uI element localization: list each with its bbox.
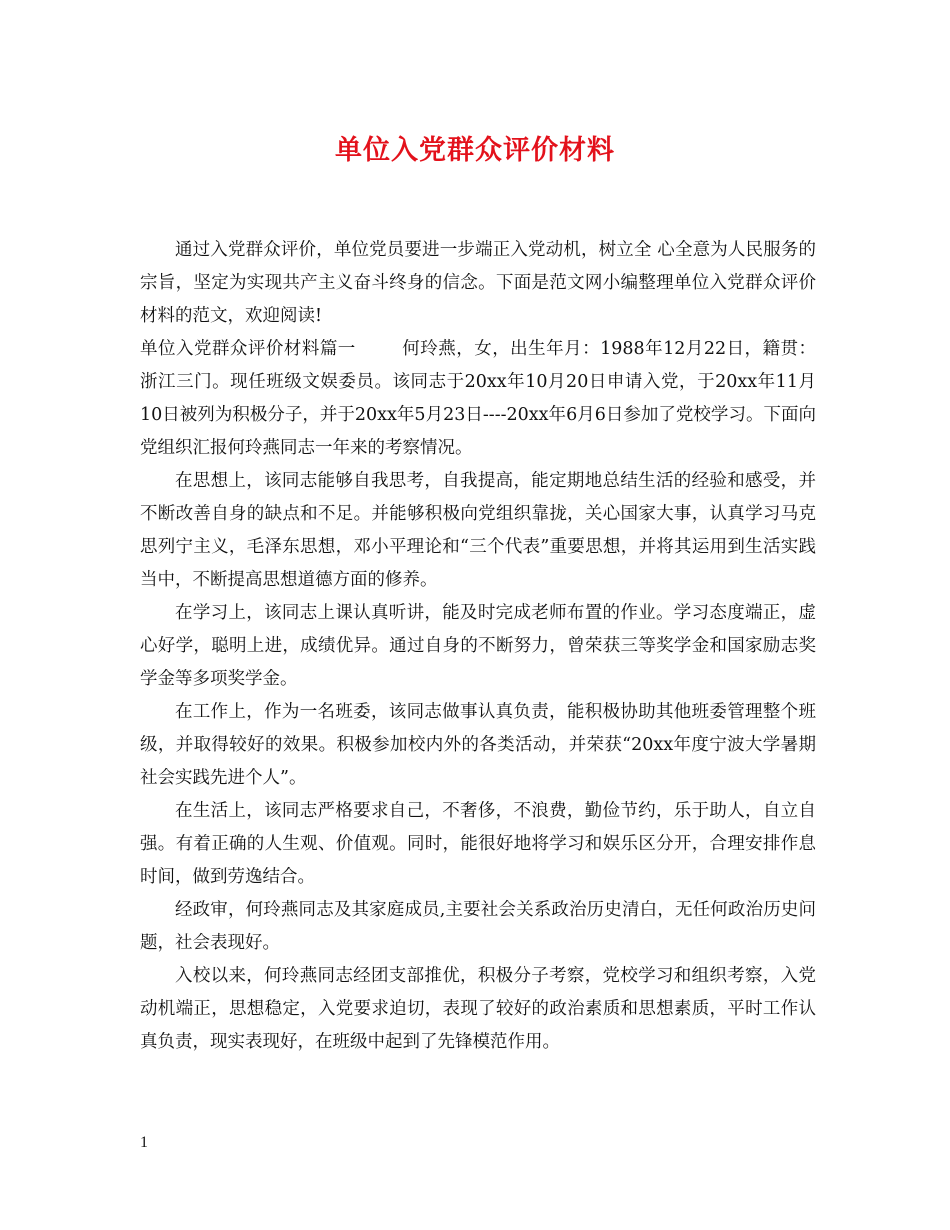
body-paragraph-summary: 入校以来，何玲燕同志经团支部推优，积极分子考察，党校学习和组织考察，入党动机端正，思想稳定，入党要求迫切，表现了较好的政治素质和思想素质，平时工作认真负责，现实表现好，在班级中起到了先锋模范作用。: [140, 966, 816, 1052]
document-body: [140, 234, 816, 1059]
document-title: 单位入党群众评价材料: [335, 135, 615, 166]
page-number: 1: [140, 1134, 148, 1151]
section-first-text: 何玲燕，女，出生年月：1988年12月22日，籍贯：浙江三门。现任班级文娱委员。该同志于20xx年10月20日申请入党，于20xx年11月10日被列为积极分子，并于20xx年5月23日----20xx年6月6日参加了党校学习。下面向党组织汇报何玲燕同志一年来的考察情况。: [140, 339, 817, 458]
body-paragraph-thought: 在思想上，该同志能够自我思考，自我提高，能定期地总结生活的经验和感受，并不断改善自身的缺点和不足。并能够积极向党组织靠拢，关心国家大事，认真学习马克思列宁主义，毛泽东思想，邓小平理论和“三个代表”重要思想，并将其运用到生活实践当中，不断提高思想道德方面的修养。: [140, 471, 816, 590]
body-paragraph-review: 经政审，何玲燕同志及其家庭成员,主要社会关系政治历史清白，无任何政治历史问题，社会表现好。: [140, 900, 816, 953]
body-paragraph-work: 在工作上，作为一名班委，该同志做事认真负责，能积极协助其他班委管理整个班级，并取得较好的效果。积极参加校内外的各类活动，并荣获“20xx年度宁波大学暑期社会实践先进个人”。: [140, 702, 816, 788]
section-paragraph: [140, 333, 816, 465]
intro-paragraph: 通过入党群众评价，单位党员要进一步端正入党动机，树立全 心全意为人民服务的宗旨，坚定为实现共产主义奋斗终身的信念。下面是范文网小编整理单位入党群众评价材料的范文，欢迎阅读!: [140, 240, 816, 326]
body-paragraph-life: 在生活上，该同志严格要求自己，不奢侈，不浪费，勤俭节约，乐于助人，自立自强。有着正确的人生观、价值观。同时，能很好地将学习和娱乐区分开，合理安排作息时间，做到劳逸结合。: [140, 801, 816, 887]
section-heading: 单位入党群众评价材料篇一: [140, 339, 356, 359]
body-paragraph-study: 在学习上，该同志上课认真听讲，能及时完成老师布置的作业。学习态度端正，虚心好学，聪明上进，成绩优异。通过自身的不断努力，曾荣获三等奖学金和国家励志奖学金等多项奖学金。: [140, 603, 816, 689]
